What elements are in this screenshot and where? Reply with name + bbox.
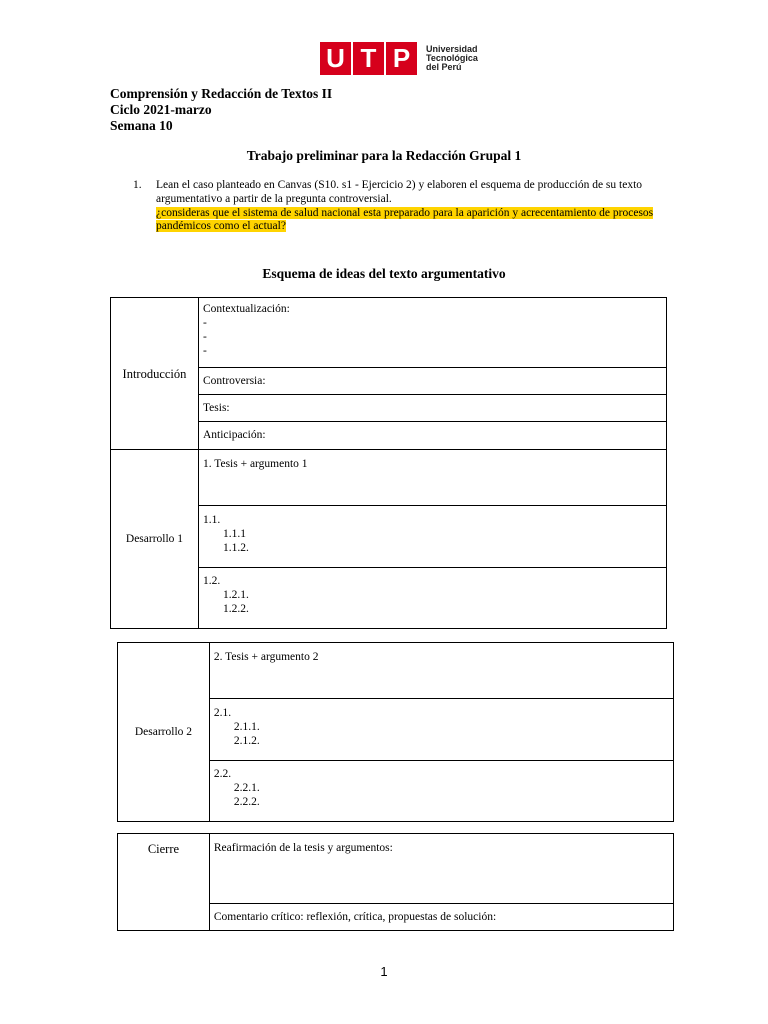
dev1-sub2-item-1: 1.2.1. xyxy=(222,589,249,601)
dev2-label: Desarrollo 2 xyxy=(134,726,193,738)
dev1-sub2-cell[interactable] xyxy=(198,568,666,629)
anticipacion-label: Anticipación: xyxy=(202,429,266,441)
dev2-label-cell xyxy=(118,643,210,822)
contextualizacion-cell[interactable] xyxy=(198,298,666,368)
dev2-sub1-title: 2.1. xyxy=(213,707,232,719)
logo-letter-p: P xyxy=(386,42,417,75)
anticipacion-cell[interactable] xyxy=(198,422,666,450)
dev2-heading-cell[interactable] xyxy=(209,643,673,699)
dev1-sub2-item-2: 1.2.2. xyxy=(222,603,249,615)
dev1-sub1-item-2: 1.1.2. xyxy=(222,542,249,554)
utp-logo xyxy=(320,41,478,75)
dev2-sub2-item-1: 2.2.1. xyxy=(233,782,260,794)
dev1-sub1-title: 1.1. xyxy=(202,514,221,526)
dev2-sub2-cell[interactable] xyxy=(209,761,673,822)
dev1-label-cell xyxy=(111,450,199,629)
cycle-label: Ciclo 2021-marzo xyxy=(110,102,212,117)
tesis-label: Tesis: xyxy=(202,402,230,414)
tesis-cell[interactable] xyxy=(198,395,666,422)
logo-university-name: Universidad Tecnológica del Perú xyxy=(426,43,478,72)
schema-table-cierre xyxy=(117,833,674,931)
instruction-text: Lean el caso planteado en Canvas (S10. s1 - Ejercicio 2) y elaboren el esquema de producción de su texto argumentativo a partir de la pregunta controversial. xyxy=(156,179,643,205)
instruction-number: 1. xyxy=(133,179,142,191)
reafirmacion-label: Reafirmación de la tesis y argumentos: xyxy=(213,842,393,854)
cierre-label: Cierre xyxy=(147,842,180,856)
context-dash-1: - xyxy=(202,317,207,329)
reafirmacion-cell[interactable] xyxy=(209,834,673,904)
context-dash-3: - xyxy=(202,345,207,357)
cierre-label-cell xyxy=(118,834,210,931)
page-title: Trabajo preliminar para la Redacción Grupal 1 xyxy=(246,148,522,163)
dev1-label: Desarrollo 1 xyxy=(125,533,184,545)
dev1-heading: 1. Tesis + argumento 1 xyxy=(202,458,308,470)
course-name: Comprensión y Redacción de Textos II xyxy=(110,86,333,101)
dev2-sub1-item-1: 2.1.1. xyxy=(233,721,260,733)
logo-letter-t: T xyxy=(353,42,384,75)
logo-letter-u: U xyxy=(320,42,351,75)
comentario-label: Comentario crítico: reflexión, crítica, propuestas de solución: xyxy=(213,911,497,923)
controversial-question: ¿consideras que el sistema de salud nacional esta preparado para la aparición y acrecentamiento de procesos pandémicos como el actual? xyxy=(156,206,654,233)
dev1-heading-cell[interactable] xyxy=(198,450,666,506)
dev2-sub2-title: 2.2. xyxy=(213,768,232,780)
dev2-sub1-item-2: 2.1.2. xyxy=(233,735,260,747)
dev2-sub1-cell[interactable] xyxy=(209,699,673,761)
schema-title: Esquema de ideas del texto argumentativo xyxy=(262,266,506,281)
intro-label: Introducción xyxy=(122,366,187,381)
dev1-sub2-title: 1.2. xyxy=(202,575,221,587)
dev1-sub1-cell[interactable] xyxy=(198,506,666,568)
context-dash-2: - xyxy=(202,331,207,343)
controversia-cell[interactable] xyxy=(198,368,666,395)
dev1-sub1-item-1: 1.1.1 xyxy=(222,528,246,540)
comentario-cell[interactable] xyxy=(209,904,673,931)
dev2-heading: 2. Tesis + argumento 2 xyxy=(213,651,319,663)
schema-table-dev2 xyxy=(117,642,674,822)
contextualizacion-label: Contextualización: xyxy=(202,303,290,315)
intro-label-cell xyxy=(111,298,199,450)
controversia-label: Controversia: xyxy=(202,375,266,387)
week-label: Semana 10 xyxy=(110,118,173,133)
dev2-sub2-item-2: 2.2.2. xyxy=(233,796,260,808)
schema-table-intro-dev1 xyxy=(110,297,667,629)
page-number: 1 xyxy=(380,964,388,979)
